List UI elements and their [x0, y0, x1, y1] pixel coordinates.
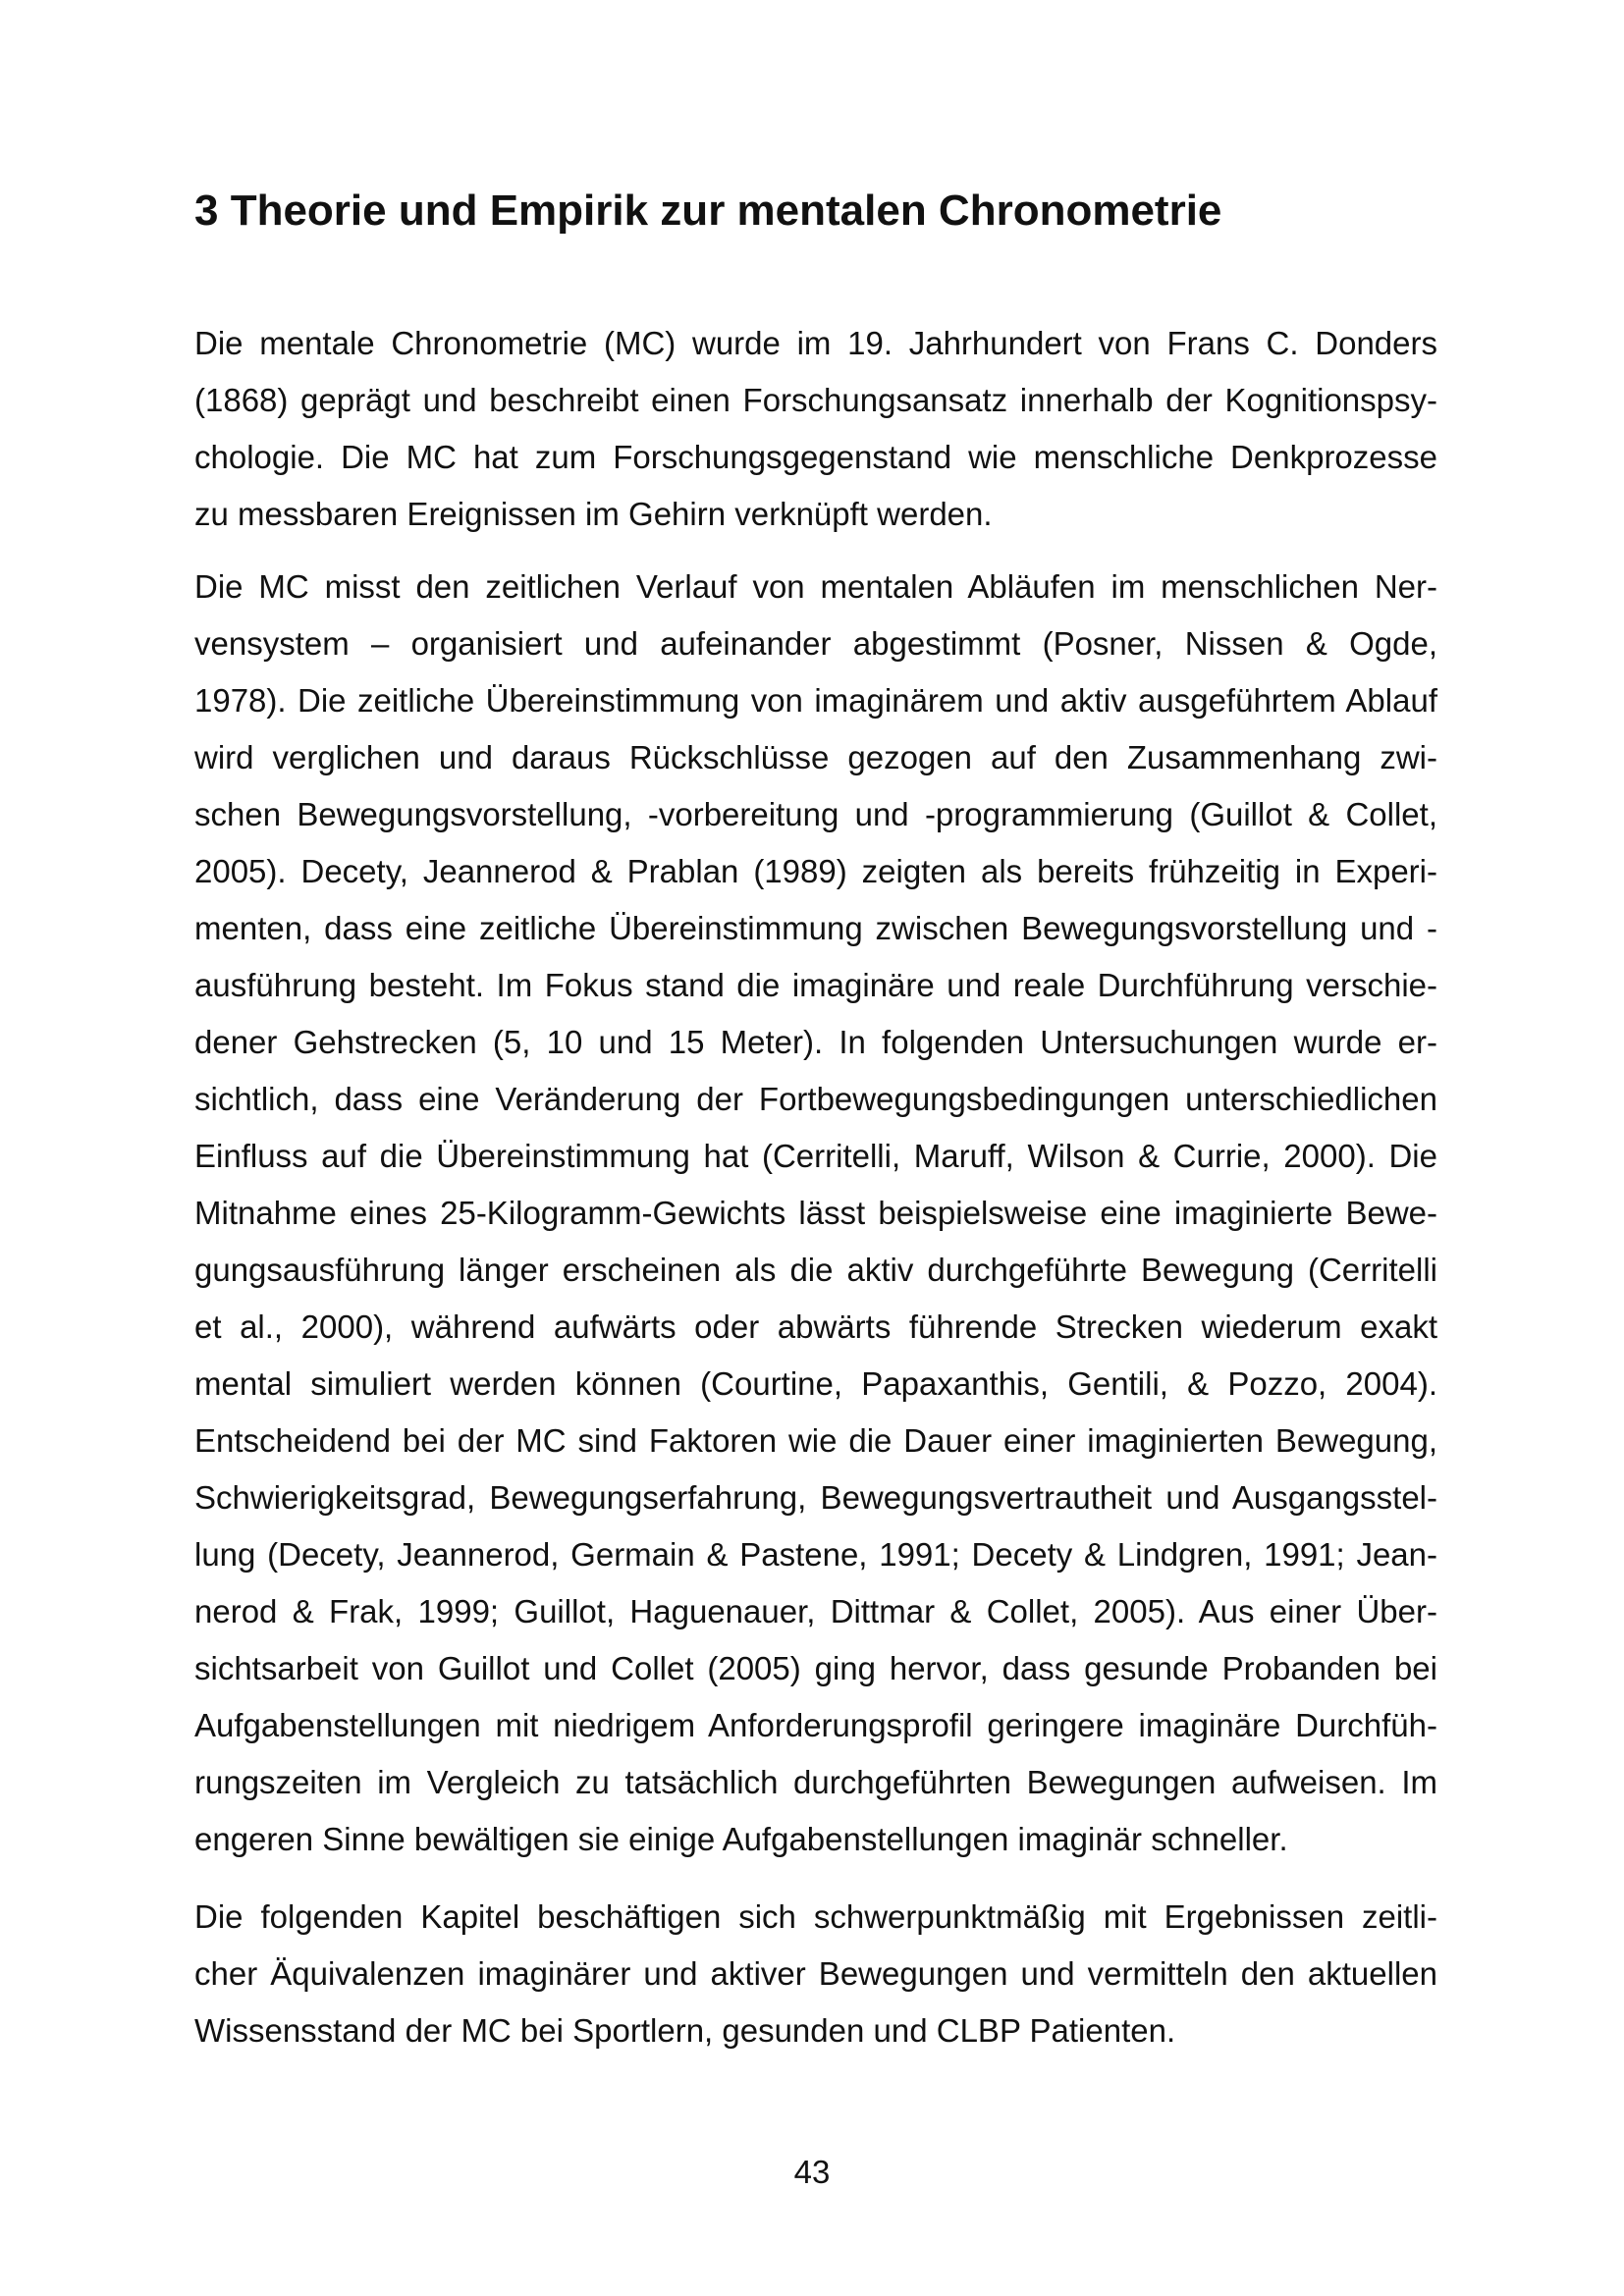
- text-line: 1978). Die zeitliche Übereinstimmung von imaginärem und aktiv ausgeführtem Ablauf: [194, 682, 1437, 719]
- text-line: Die mentale Chronometrie (MC) wurde im 19. Jahrhundert von Frans C. Donders: [194, 325, 1437, 361]
- text-line: menten, dass eine zeitliche Übereinstimmung zwischen Bewegungsvorstellung und -: [194, 910, 1437, 946]
- text-line: gungsausführung länger erscheinen als die aktiv durchgeführte Bewegung (Cerritelli: [194, 1252, 1437, 1288]
- text-line: sichtlich, dass eine Veränderung der Fortbewegungsbedingungen unterschiedlichen: [194, 1081, 1437, 1117]
- paragraph-main: [194, 559, 1437, 1868]
- text-line: rungszeiten im Vergleich zu tatsächlich durchgeführten Bewegungen aufweisen. Im: [194, 1764, 1437, 1800]
- text-line: Schwierigkeitsgrad, Bewegungserfahrung, Bewegungsvertrautheit und Ausgangsstel-: [194, 1479, 1437, 1516]
- text-line: cher Äquivalenzen imaginärer und aktiver Bewegungen und vermitteln den aktuellen: [194, 1955, 1437, 1992]
- text-line: ausführung besteht. Im Fokus stand die imaginäre und reale Durchführung verschie-: [194, 967, 1437, 1003]
- text-line: 2005). Decety, Jeannerod & Prablan (1989) zeigten als bereits frühzeitig in Experi-: [194, 853, 1437, 889]
- page-number: 43: [793, 2154, 831, 2190]
- text-line: lung (Decety, Jeannerod, Germain & Pastene, 1991; Decety & Lindgren, 1991; Jean-: [194, 1536, 1437, 1573]
- text-line: wird verglichen und daraus Rückschlüsse gezogen auf den Zusammenhang zwi-: [194, 739, 1437, 775]
- text-line: vensystem – organisiert und aufeinander abgestimmt (Posner, Nissen & Ogde,: [194, 625, 1437, 662]
- text-line: nerod & Frak, 1999; Guillot, Haguenauer, Dittmar & Collet, 2005). Aus einer Über-: [194, 1593, 1437, 1629]
- text-line: Einfluss auf die Übereinstimmung hat (Cerritelli, Maruff, Wilson & Currie, 2000). Die: [194, 1138, 1437, 1174]
- text-line: Aufgabenstellungen mit niedrigem Anforderungsprofil geringere imaginäre Durchfüh-: [194, 1707, 1437, 1743]
- text-line: schen Bewegungsvorstellung, -vorbereitung und -programmierung (Guillot & Collet,: [194, 796, 1437, 832]
- paragraph-intro: [194, 315, 1437, 543]
- text-line: (1868) geprägt und beschreibt einen Forschungsansatz innerhalb der Kognitionspsy-: [194, 382, 1437, 418]
- text-line: zu messbaren Ereignissen im Gehirn verknüpft werden.: [194, 496, 993, 532]
- text-line: Mitnahme eines 25-Kilogramm-Gewichts lässt beispielsweise eine imaginierte Bewe-: [194, 1195, 1437, 1231]
- text-line: mental simuliert werden können (Courtine, Papaxanthis, Gentili, & Pozzo, 2004).: [194, 1365, 1437, 1402]
- text-line: Die folgenden Kapitel beschäftigen sich schwerpunktmäßig mit Ergebnissen zeitli-: [194, 1898, 1437, 1935]
- paragraph-outlook: [194, 1889, 1437, 2059]
- text-line: sichtsarbeit von Guillot und Collet (2005) ging hervor, dass gesunde Probanden bei: [194, 1650, 1437, 1686]
- text-line: chologie. Die MC hat zum Forschungsgegenstand wie menschliche Denkprozesse: [194, 439, 1437, 475]
- chapter-heading: 3 Theorie und Empirik zur mentalen Chronometrie: [194, 187, 1222, 235]
- text-line: engeren Sinne bewältigen sie einige Aufgabenstellungen imaginär schneller.: [194, 1821, 1288, 1857]
- text-line: dener Gehstrecken (5, 10 und 15 Meter). In folgenden Untersuchungen wurde er-: [194, 1024, 1437, 1060]
- text-line: et al., 2000), während aufwärts oder abwärts führende Strecken wiederum exakt: [194, 1308, 1437, 1345]
- text-line: Entscheidend bei der MC sind Faktoren wie die Dauer einer imaginierten Bewegung,: [194, 1422, 1437, 1459]
- text-line: Wissensstand der MC bei Sportlern, gesunden und CLBP Patienten.: [194, 2012, 1176, 2049]
- text-line: Die MC misst den zeitlichen Verlauf von mentalen Abläufen im menschlichen Ner-: [194, 568, 1437, 605]
